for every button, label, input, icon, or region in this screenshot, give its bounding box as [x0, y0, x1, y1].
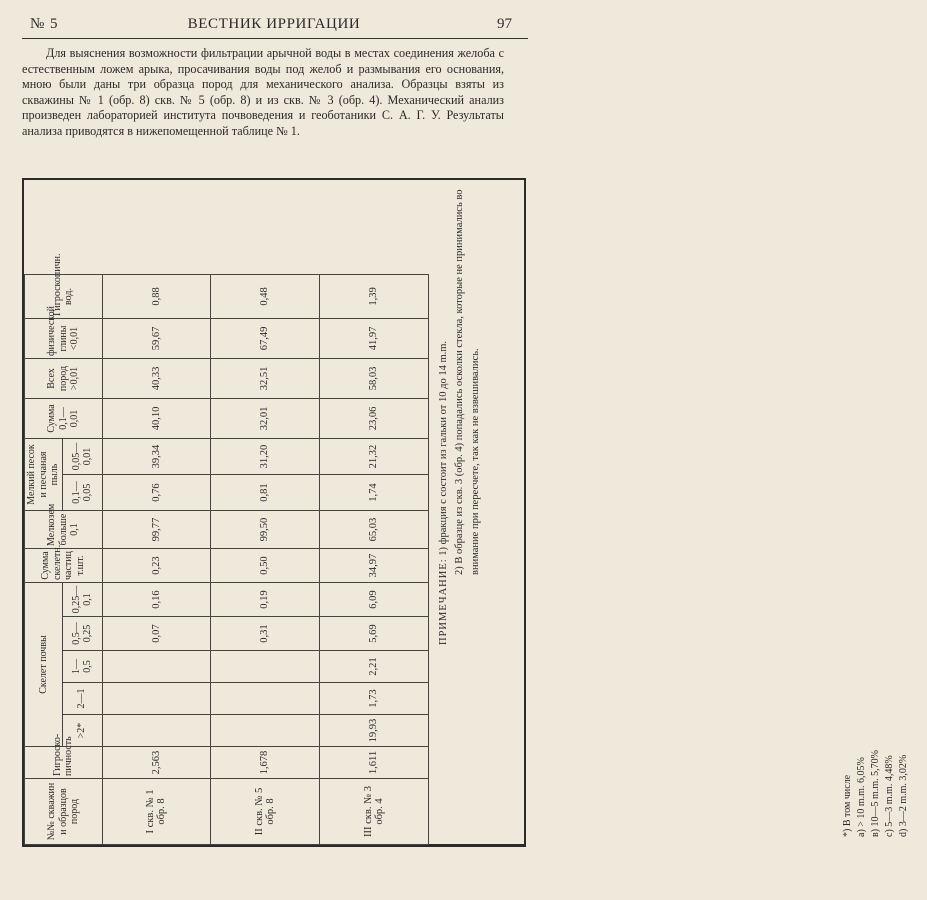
- footnote-title: *) В том числе: [842, 774, 853, 837]
- cell-sk-gt2: [211, 715, 320, 747]
- cell-fine-01-005: 1,74: [320, 475, 429, 511]
- cell-sk-sum: 0,50: [211, 549, 320, 583]
- cell-fine-sum: 32,01: [211, 398, 320, 438]
- analysis-table-frame: [22, 178, 909, 847]
- col-header-sk-2-1: 2—1: [62, 683, 102, 715]
- footnote-item: d) 3—2 m.m. 3,02%: [898, 754, 909, 837]
- footnote-item: в) 10—5 m.m. 5,70%: [870, 750, 881, 837]
- col-header-all-over: Всех пород >0,01: [25, 358, 103, 398]
- col-header-sk-025-01: 0,25—0,1: [62, 583, 102, 617]
- col-header-fine-005-001: 0,05—0,01: [62, 438, 102, 474]
- cell-sk-05-025: 0,07: [102, 617, 211, 651]
- col-header-sk-05-025: 0,5—0,25: [62, 617, 102, 651]
- cell-sk-025-01: 0,19: [211, 583, 320, 617]
- cell-all-over: 32,51: [211, 358, 320, 398]
- cell-all-over: 40,33: [102, 358, 211, 398]
- col-header-sk-sum: Сумма скелетн. частиц т.шт.: [25, 549, 103, 583]
- table-row: [320, 274, 429, 844]
- note-label: ПРИМЕЧАНИЕ:: [438, 558, 449, 645]
- col-header-phys-clay: физической глины <0,01: [25, 318, 103, 358]
- cell-sk-05-025: 5,69: [320, 617, 429, 651]
- col-header-fine-01-005: 0,1—0,05: [62, 475, 102, 511]
- col-header-fine-over: Мелкозем больше 0,1: [25, 511, 103, 549]
- cell-sk-1-05: [102, 651, 211, 683]
- analysis-table: [24, 253, 429, 845]
- row-sample: II скв. № 5 обр. 8: [211, 779, 320, 845]
- cell-fine-005-001: 21,32: [320, 438, 429, 474]
- cell-sk-025-01: 0,16: [102, 583, 211, 617]
- cell-phys-clay: 59,67: [102, 318, 211, 358]
- cell-hygro-water: 1,39: [320, 274, 429, 318]
- cell-sk-1-05: 2,21: [320, 651, 429, 683]
- page-number: 97: [497, 16, 512, 32]
- cell-fine-005-001: 39,34: [102, 438, 211, 474]
- cell-hygro-water: 0,88: [102, 274, 211, 318]
- cell-phys-clay: 67,49: [211, 318, 320, 358]
- cell-sk-2-1: [102, 683, 211, 715]
- cell-fine-01-005: 0,81: [211, 475, 320, 511]
- col-header-skeleton: Скелет почвы: [25, 583, 63, 747]
- page-header: [22, 14, 526, 36]
- col-header-sample: №№ скважин и образцов пород: [25, 779, 103, 845]
- cell-hygro: 2,563: [102, 747, 211, 779]
- col-header-fine-sum: Сумма 0,1—0,01: [25, 398, 103, 438]
- header-row-1: [25, 274, 63, 844]
- cell-sk-2-1: 1,73: [320, 683, 429, 715]
- cell-fine-sum: 23,06: [320, 398, 429, 438]
- cell-fine-005-001: 31,20: [211, 438, 320, 474]
- issue-number: № 5: [30, 16, 59, 32]
- cell-sk-gt2: [102, 715, 211, 747]
- rotated-table-content: [24, 180, 909, 845]
- cell-fine-over: 65,03: [320, 511, 429, 549]
- intro-paragraph: [22, 46, 504, 140]
- header-rule: [22, 38, 528, 39]
- cell-hygro: 1,678: [211, 747, 320, 779]
- cell-phys-clay: 41,97: [320, 318, 429, 358]
- note-1: 1) фракция с состоит из гальки от 10 до 14 m.m.: [438, 340, 449, 556]
- cell-sk-gt2: 19,93: [320, 715, 429, 747]
- cell-fine-01-005: 0,76: [102, 475, 211, 511]
- cell-fine-over: 99,77: [102, 511, 211, 549]
- cell-all-over: 58,03: [320, 358, 429, 398]
- cell-hygro-water: 0,48: [211, 274, 320, 318]
- cell-fine-sum: 40,10: [102, 398, 211, 438]
- cell-sk-2-1: [211, 683, 320, 715]
- cell-sk-025-01: 6,09: [320, 583, 429, 617]
- col-header-hygro-water: Гигроскопичн. вод.: [25, 274, 103, 318]
- col-header-fine-group: Мелкий песок и песчаная пыль: [25, 438, 63, 510]
- cell-sk-1-05: [211, 651, 320, 683]
- note-line-2: 2) В образце из скв. 3 (обр. 4) попадались осколки стекла, которые не принимались во внимание при пересчете, так как не взвешивались.: [454, 189, 481, 575]
- notes-block: [436, 185, 520, 645]
- footnote-list: [841, 665, 927, 837]
- row-sample: III скв. № 3 обр. 4: [320, 779, 429, 845]
- col-header-sk-1-05: 1—0,5: [62, 651, 102, 683]
- footnotes: [429, 655, 909, 845]
- col-header-sk-gt2: >2*: [62, 715, 102, 747]
- intro-text: Для выяснения возможности фильтрации арычной воды в местах соединения желоба с естественным ложем арыка, просачивания воды под желоб и размывания его основания, мною были даны три образца пород для механического анализа. Образцы взяты из скважины № 1 (обр. 8) скв. № 5 (обр. 8) и из скв. № 3 (обр. 4). Механический анализ произведен лабораторией института почвоведения и геоботаники С. А. Г. У. Результаты анализа приводятся в нижепомещенной таблице № 1.: [22, 46, 504, 138]
- note-line-1: [436, 185, 452, 645]
- footnote-item: а) > 10 m.m. 6,05%: [856, 757, 867, 837]
- footnote-item: с) 5—3 m.m. 4,48%: [884, 755, 895, 837]
- row-sample: I скв. № 1 обр. 8: [102, 779, 211, 845]
- cell-sk-05-025: 0,31: [211, 617, 320, 651]
- table-row: [102, 274, 211, 844]
- col-header-hygro: Гигроско-пичность: [25, 747, 103, 779]
- cell-hygro: 1,611: [320, 747, 429, 779]
- journal-title: ВЕСТНИК ИРРИГАЦИИ: [187, 16, 361, 32]
- cell-fine-over: 99,50: [211, 511, 320, 549]
- cell-sk-sum: 0,23: [102, 549, 211, 583]
- table-row: [211, 274, 320, 844]
- cell-sk-sum: 34,97: [320, 549, 429, 583]
